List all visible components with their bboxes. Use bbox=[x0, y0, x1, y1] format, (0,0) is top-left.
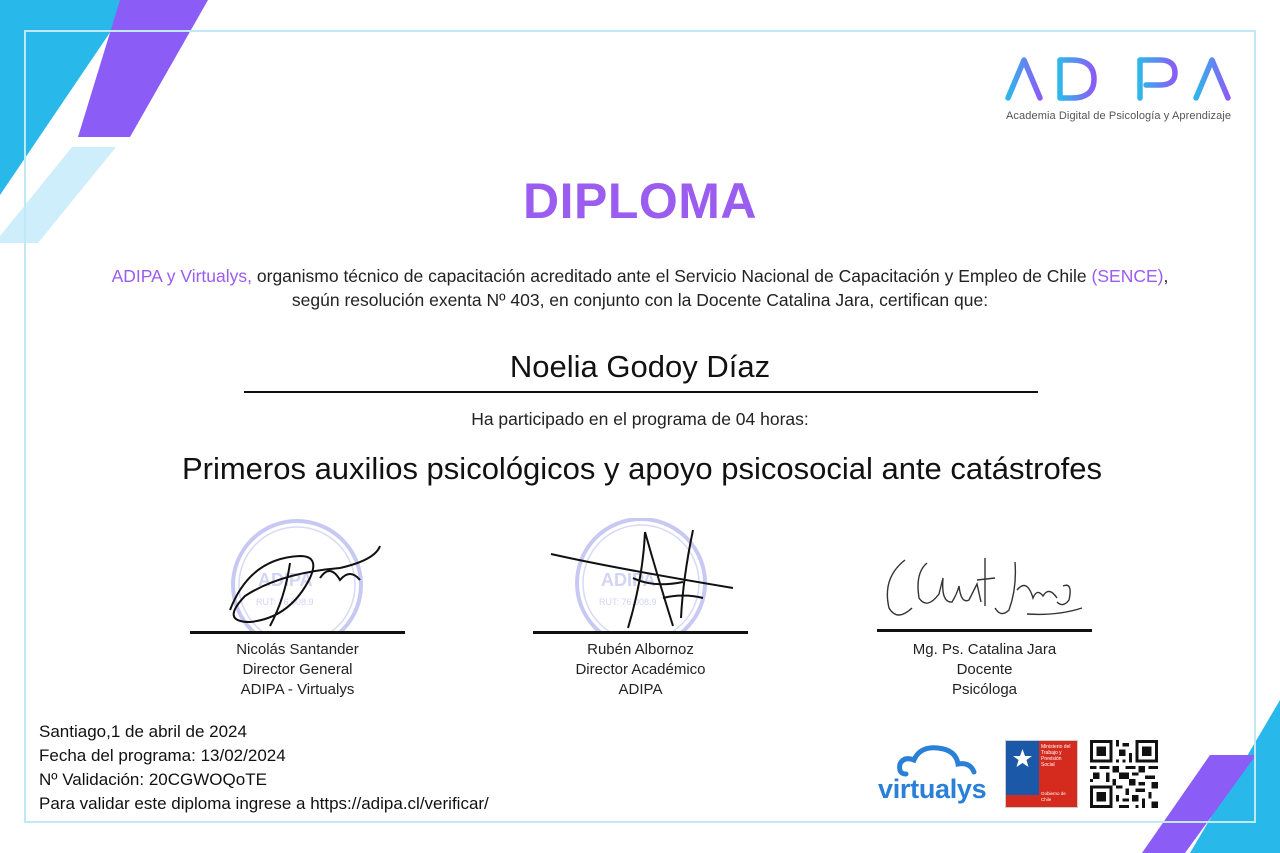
signature-3 bbox=[877, 518, 1092, 633]
ministry-line: Trabajo y bbox=[1041, 750, 1062, 756]
verification-qr-code[interactable] bbox=[1090, 740, 1158, 808]
logo-subtitle: Academia Digital de Psicología y Aprendizaje bbox=[1006, 110, 1232, 122]
program-date: 13/02/2024 bbox=[200, 746, 286, 765]
signature-block-docente bbox=[877, 518, 1092, 703]
intro-text-end: , según resolución exenta Nº 403, en conjunto con la Docente Catalina Jara, certifican que: bbox=[291, 266, 1169, 310]
verify-label: Para validar este diploma ingrese a bbox=[39, 794, 311, 813]
signatory-role: Director Académico bbox=[575, 661, 706, 678]
signatory-name: Mg. Ps. Catalina Jara bbox=[912, 641, 1057, 658]
ministry-flag bbox=[1006, 741, 1039, 807]
signature-block-director-academico bbox=[533, 518, 748, 703]
recipient-name: Noelia Godoy Díaz bbox=[509, 349, 771, 384]
signatory-org: ADIPA - Virtualys bbox=[240, 681, 355, 698]
validation-row bbox=[39, 768, 489, 792]
intro-organization: ADIPA y Virtualys, bbox=[111, 266, 253, 286]
adipa-logo bbox=[1000, 52, 1240, 128]
program-date-label: Fecha del programa: bbox=[39, 746, 201, 765]
intro-text: organismo técnico de capacitación acreditado ante el Servicio Nacional de Capacitación y Empleo de Chile bbox=[252, 266, 1092, 286]
signatory-org: ADIPA bbox=[618, 681, 663, 698]
ministry-line: Previsión bbox=[1041, 756, 1062, 762]
ministry-line: Social bbox=[1041, 762, 1055, 768]
program-date-row bbox=[39, 744, 489, 768]
diploma-title: DIPLOMA bbox=[522, 173, 758, 229]
signature-stamp-1 bbox=[190, 518, 405, 633]
place-date: Santiago,1 de abril de 2024 bbox=[39, 722, 247, 741]
course-name: Primeros auxilios psicológicos y apoyo psicosocial ante catástrofes bbox=[181, 451, 1103, 486]
intro-paragraph bbox=[100, 264, 1180, 312]
ministry-line: Ministerio del bbox=[1041, 744, 1071, 750]
seal-text-1: ADIPA bbox=[258, 570, 313, 590]
seal-rut-2: RUT: 76.008.9 bbox=[599, 597, 657, 607]
signature-stamp-2 bbox=[533, 518, 748, 633]
signatory-1 bbox=[190, 640, 405, 700]
chile-emblem-icon bbox=[1006, 741, 1039, 781]
validation-label: Nº Validación: bbox=[39, 770, 149, 789]
validation-code: 20CGWOQoTE bbox=[148, 770, 267, 789]
signature-line-1 bbox=[190, 631, 405, 634]
ministry-labor-logo bbox=[1005, 740, 1078, 808]
signature-line-2 bbox=[533, 631, 748, 634]
signatory-org: Psicóloga bbox=[951, 681, 1018, 698]
signatory-2 bbox=[533, 640, 748, 700]
signatory-name: Nicolás Santander bbox=[236, 641, 359, 658]
signatory-name: Rubén Albornoz bbox=[587, 641, 694, 658]
signatory-role: Director General bbox=[242, 661, 353, 678]
virtualys-wordmark: virtualys bbox=[878, 774, 987, 804]
verify-row bbox=[39, 792, 489, 816]
ministry-footer: Gobierno de Chile bbox=[1041, 791, 1066, 802]
signatory-role: Docente bbox=[956, 661, 1013, 678]
signatory-3 bbox=[877, 640, 1092, 700]
signature-block-director-general bbox=[190, 518, 405, 703]
virtualys-logo bbox=[878, 742, 998, 808]
seal-text-2: ADIPA bbox=[601, 570, 656, 590]
intro-sence: (SENCE) bbox=[1091, 266, 1164, 286]
name-underline bbox=[244, 391, 1038, 393]
ministry-text bbox=[1039, 741, 1077, 807]
diploma-footer bbox=[39, 720, 489, 816]
program-hours: Ha participado en el programa de 04 horas: bbox=[471, 409, 809, 429]
verify-link[interactable]: https://adipa.cl/verificar/ bbox=[310, 794, 489, 813]
signature-line-3 bbox=[877, 629, 1092, 632]
seal-rut-1: RUT: 76.008.9 bbox=[256, 597, 314, 607]
